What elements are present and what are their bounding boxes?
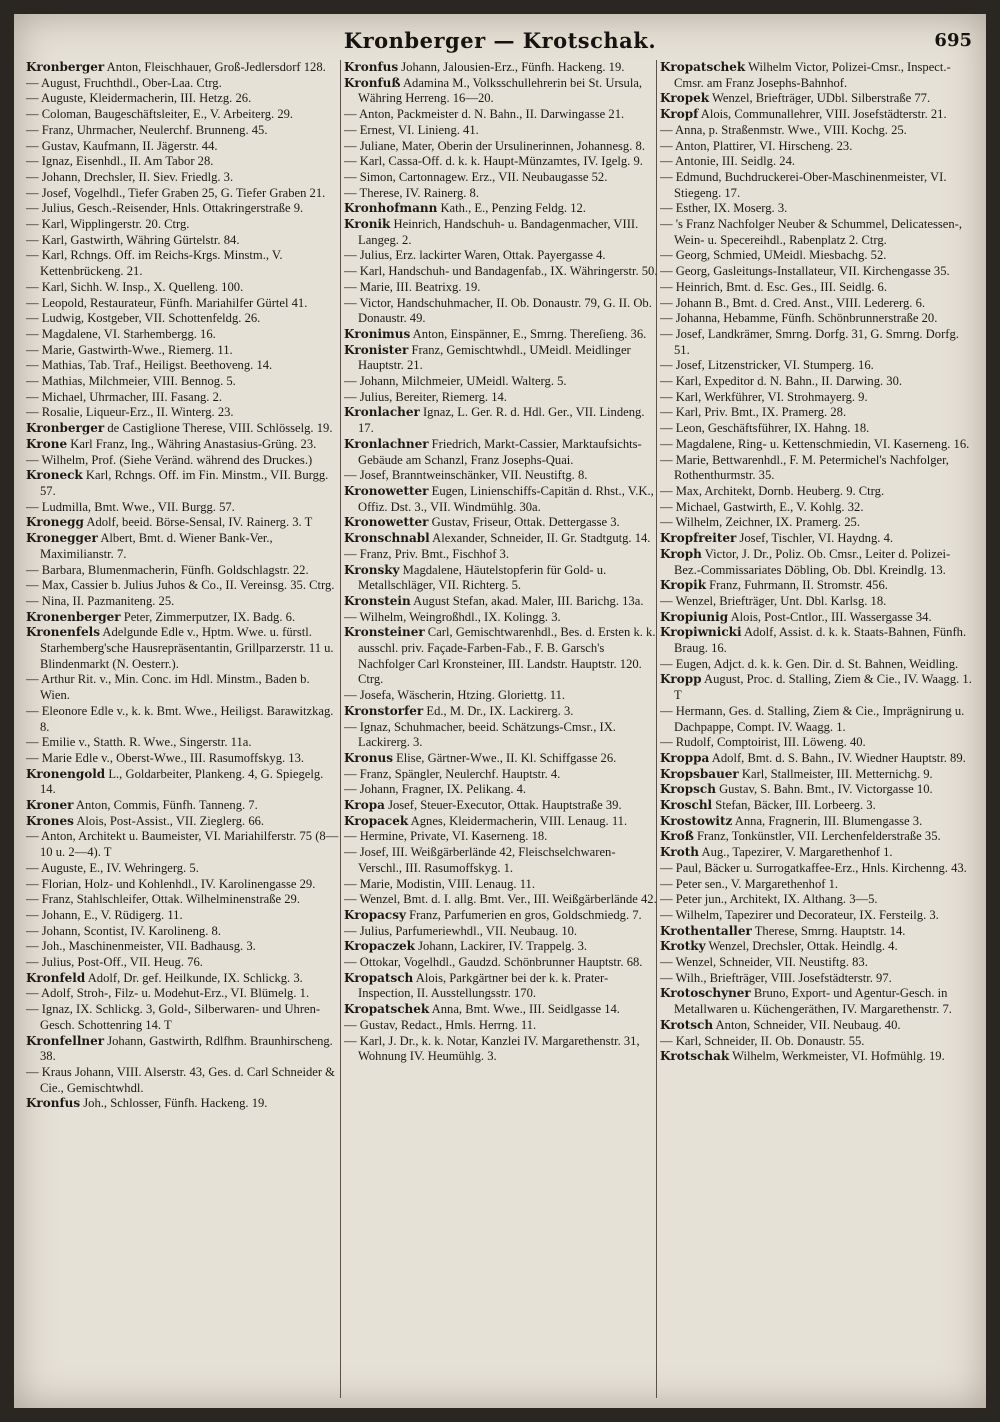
directory-entry: Kropatsch Alois, Parkgärtner bei der k. k. Prater-Inspection, II. Ausstellungsstr. 170. (344, 970, 609, 1001)
directory-entry: — Mathias, Milchmeier, VIII. Bennog. 5. (26, 374, 236, 389)
directory-entry: Kroneck Karl, Rchngs. Off. im Fin. Minstm., VII. Burgg. 57. (26, 468, 329, 498)
entry-surname: Kronschnabl (344, 531, 430, 546)
directory-entry: — Josef, Vogelhdl., Tiefer Graben 25, G. Tiefer Graben 21. (26, 185, 326, 200)
directory-entry: Kronenberger Peter, Zimmerputzer, IX. Badg. 6. (26, 609, 296, 624)
directory-entry: — Johann, Milchmeier, UMeidl. Walterg. 5. (344, 374, 567, 389)
directory-entry: — Eleonore Edle v., k. k. Bmt. Wwe., Heiligst. Barawitzkag. 8. (26, 703, 334, 734)
directory-entry: — Marie Edle v., Oberst-Wwe., III. Rasumoffskyg. 13. (26, 750, 305, 765)
directory-entry: Kropp August, Proc. d. Stalling, Ziem & Cie., IV. Waagg. 1. T (660, 672, 972, 703)
directory-entry: Kroppa Adolf, Bmt. d. S. Bahn., IV. Wiedner Hauptstr. 89. (660, 750, 966, 765)
entry-surname: Kropacsy (344, 907, 406, 922)
entry-surname: Kronstein (344, 593, 411, 608)
directory-entry: — Julius, Gesch.-Reisender, Hnls. Ottakringerstraße 9. (26, 201, 304, 216)
entry-surname: Kropiwnicki (660, 625, 742, 640)
directory-entry: Kronsteiner Carl, Gemischtwarenhdl., Bes. d. Ersten k. k. ausschl. priv. Façade-Farben-Fab., F. B. Garsch's Nachfolger Carl Kronsteiner, III. Landstr. Hauptstr. 120. Ctrg. (344, 625, 656, 687)
directory-entry: — Karl, Handschuh- und Bandagenfab., IX. Währingerstr. 50. (344, 264, 658, 279)
directory-entry: — Marie, Bettwarenhdl., F. M. Petermichel's Nachfolger, Rothenthurmstr. 35. (660, 452, 949, 483)
entry-surname: Krone (26, 436, 68, 451)
entry-surname: Kroppa (660, 750, 710, 765)
directory-entry: Kroner Anton, Commis, Fünfh. Tanneng. 7. (26, 798, 258, 813)
entry-surname: Kroschl (660, 798, 713, 813)
directory-entry: — Josef, Landkrämer, Smrng. Dorfg. 31, G. Smrng. Dorfg. 51. (660, 326, 959, 357)
directory-entry: — Wilhelm, Tapezirer und Decorateur, IX. Fersteilg. 3. (660, 907, 939, 922)
directory-entry: — Coloman, Baugeschäftsleiter, E., V. Arbeiterg. 29. (26, 107, 294, 122)
directory-entry: — Esther, IX. Moserg. 3. (660, 201, 788, 216)
directory-entry: Kronowetter Eugen, Linienschiffs-Capitän d. Rhst., V.K., Offiz. Dst. 3., VII. Windmühlg. 30a. (344, 483, 654, 514)
directory-entry: — Wilhelm, Prof. (Siehe Veränd. während des Druckes.) (26, 452, 313, 467)
directory-entry: — Simon, Cartonnagew. Erz., VII. Neubaugasse 52. (344, 169, 608, 184)
directory-entry: Kroschl Stefan, Bäcker, III. Lorbeerg. 3. (660, 798, 876, 813)
directory-entry: — Magdalene, Ring- u. Kettenschmiedin, VI. Kaserneng. 16. (660, 436, 970, 451)
directory-entry: — Antonie, III. Seidlg. 24. (660, 154, 796, 169)
entry-surname: Krothentaller (660, 923, 752, 938)
directory-entry: Kronhofmann Kath., E., Penzing Feldg. 12. (344, 201, 586, 216)
entry-surname: Krostowitz (660, 813, 733, 828)
directory-entry: — Julius, Bereiter, Riemerg. 14. (344, 389, 507, 404)
page-number: 695 (934, 30, 972, 51)
entry-surname: Kronik (344, 217, 391, 232)
directory-entry: — Hermann, Ges. d. Stalling, Ziem & Cie., Imprägnirung u. Dachpappe, Compt. IV. Waagg. 1. (660, 703, 965, 734)
directory-entry: Kronfeld Adolf, Dr. gef. Heilkunde, IX. Schlickg. 3. (26, 970, 303, 985)
directory-entry: Kronfus Joh., Schlosser, Fünfh. Hackeng. 19. (26, 1096, 268, 1111)
directory-entry: — Julius, Post-Off., VII. Heug. 76. (26, 955, 203, 970)
directory-entry: — Julius, Parfumeriewhdl., VII. Neubaug. 10. (344, 923, 578, 938)
directory-entry: Kronfellner Johann, Gastwirth, Rdlfhm. Braunhirscheng. 38. (26, 1033, 333, 1064)
directory-entry: — Karl, Priv. Bmt., IX. Pramerg. 28. (660, 405, 847, 420)
directory-entry: — Josef, Litzenstricker, VI. Stumperg. 16. (660, 358, 874, 373)
entry-surname: Kropaczek (344, 939, 415, 954)
directory-entry: — Gustav, Kaufmann, II. Jägerstr. 44. (26, 138, 218, 153)
directory-column-3 (660, 60, 974, 1398)
directory-entry: — Paul, Bäcker u. Surrogatkaffee-Erz., Hnls. Kirchenng. 43. (660, 860, 967, 875)
entry-surname: Kronfuß (344, 75, 401, 90)
directory-entry: — Ignaz, Schuhmacher, beeid. Schätzungs-Cmsr., IX. Lackirerg. 3. (344, 719, 616, 750)
directory-entry: Kropatschek Anna, Bmt. Wwe., III. Seidlgasse 14. (344, 1002, 620, 1017)
running-title: Kronberger — Krotschak. (343, 28, 657, 53)
directory-entry: — Wenzel, Bmt. d. I. allg. Bmt. Ver., III. Weißgärberlände 42. (344, 892, 657, 907)
directory-entry: — Karl, Expeditor d. N. Bahn., II. Darwing. 30. (660, 374, 903, 389)
directory-entry: — Auguste, E., IV. Wehringerg. 5. (26, 860, 199, 875)
directory-entry: Kropatschek Wilhelm Victor, Polizei-Cmsr., Inspect.-Cmsr. am Franz Josephs-Bahnhof. (660, 60, 951, 90)
directory-entry: — Anton, Architekt u. Baumeister, VI. Mariahilferstr. 75 (8—10 u. 2—4). T (26, 829, 339, 860)
directory-entry: — Karl, Gastwirth, Währing Gürtelstr. 84. (26, 232, 240, 247)
directory-entry: — Johann, Scontist, IV. Karolineng. 8. (26, 923, 221, 938)
entry-surname: Kronlacher (344, 405, 420, 420)
directory-entry: Kronik Heinrich, Handschuh- u. Bandagenmacher, VIII. Langeg. 2. (344, 217, 639, 247)
entry-surname: Kronsky (344, 562, 400, 577)
directory-entry: — Auguste, Kleidermacherin, III. Hetzg. 26. (26, 91, 252, 106)
directory-entry: — Johann, Fragner, IX. Pelikang. 4. (344, 782, 527, 797)
entry-surname: Kropsch (660, 782, 716, 797)
entry-surname: Krotky (660, 939, 706, 954)
directory-entry: — Franz, Uhrmacher, Neulerchf. Brunneng. 45. (26, 122, 268, 137)
directory-entry: — Juliane, Mater, Oberin der Ursulinerinnen, Johannesg. 8. (344, 138, 645, 153)
entry-surname: Kroph (660, 546, 702, 561)
column-divider (340, 60, 341, 1398)
directory-entry: — Julius, Erz. lackirter Waren, Ottak. Payergasse 4. (344, 248, 606, 263)
entry-surname: Kropek (660, 91, 710, 106)
directory-entry: Kronengold L., Goldarbeiter, Plankeng. 4, G. Spiegelg. 14. (26, 766, 324, 797)
directory-entry: — Michael, Gastwirth, E., V. Kohlg. 32. (660, 499, 864, 514)
entry-surname: Kropatschek (660, 60, 746, 74)
directory-entry: — Florian, Holz- und Kohlenhdl., IV. Karolinengasse 29. (26, 876, 316, 891)
entry-surname: Kronsteiner (344, 625, 425, 640)
directory-entry: — Michael, Uhrmacher, III. Fasang. 2. (26, 389, 223, 404)
directory-entry: Kronfus Johann, Jalousien-Erz., Fünfh. Hackeng. 19. (344, 60, 625, 74)
directory-entry: Kronowetter Gustav, Friseur, Ottak. Dettergasse 3. (344, 515, 620, 530)
entry-surname: Kronimus (344, 326, 411, 341)
entry-surname: Kronus (344, 750, 393, 765)
directory-entry: Kronsky Magdalene, Häutelstopferin für Gold- u. Metallschläger, VII. Richterg. 5. (344, 562, 607, 593)
entry-surname: Kronberger (26, 60, 105, 74)
directory-entry: — Ignaz, IX. Schlickg. 3, Gold-, Silberwaren- und Uhren-Gesch. Schottenring 14. T (26, 1002, 321, 1032)
directory-entry: Kronegg Adolf, beeid. Börse-Sensal, IV. Rainerg. 3. T (26, 515, 313, 530)
directory-entry: Kronstein August Stefan, akad. Maler, III. Barichg. 13a. (344, 593, 644, 608)
directory-entry: Krones Alois, Post-Assist., VII. Zieglerg. 66. (26, 813, 265, 828)
entry-surname: Kroner (26, 798, 74, 813)
directory-entry: — Therese, IV. Rainerg. 8. (344, 185, 480, 200)
directory-entry: Kronimus Anton, Einspänner, E., Smrng. Thereſieng. 36. (344, 326, 647, 341)
entry-surname: Kropf (660, 107, 699, 122)
directory-entry: — Georg, Gasleitungs-Installateur, VII. Kirchengasse 35. (660, 264, 950, 279)
directory-entry: Kropf Alois, Communallehrer, VIII. Josefstädterstr. 21. (660, 107, 947, 122)
directory-entry: — Eugen, Adjct. d. k. k. Gen. Dir. d. St. Bahnen, Weidling. (660, 656, 959, 671)
entry-surname: Kronegg (26, 515, 84, 530)
directory-entry: Krone Karl Franz, Ing., Währing Anastasius-Grüng. 23. (26, 436, 317, 451)
directory-entry: — Anton, Packmeister d. N. Bahn., II. Darwingasse 21. (344, 107, 625, 122)
directory-entry: Kronstorfer Ed., M. Dr., IX. Lackirerg. 3. (344, 703, 574, 718)
entry-surname: Kropsbauer (660, 766, 739, 781)
directory-entry: — Josef, Branntweinschänker, VII. Neustiftg. 8. (344, 468, 588, 483)
directory-entry: — Wilhelm, Zeichner, IX. Pramerg. 25. (660, 515, 860, 530)
entry-surname: Kronenfels (26, 625, 100, 640)
directory-entry: — Wenzel, Schneider, VII. Neustiftg. 83. (660, 955, 868, 970)
directory-entry: — Karl, Cassa-Off. d. k. k. Haupt-Münzamtes, IV. Igelg. 9. (344, 154, 643, 169)
directory-page (14, 14, 986, 1408)
directory-entry: — Josefa, Wäscherin, Htzing. Gloriettg. 11. (344, 688, 566, 703)
directory-entry: Kropek Wenzel, Briefträger, UDbl. Silberstraße 77. (660, 91, 931, 106)
directory-entry: Kroth Aug., Tapezirer, V. Margarethenhof 1. (660, 845, 893, 860)
directory-entry: Krotky Wenzel, Drechsler, Ottak. Heindlg. 4. (660, 939, 898, 954)
directory-entry: — Nina, II. Pazmaniteng. 25. (26, 593, 175, 608)
directory-entry: Kroß Franz, Tonkünstler, VII. Lerchenfelderstraße 35. (660, 829, 941, 844)
directory-entry: — Karl, Sichh. W. Insp., X. Quelleng. 100. (26, 279, 244, 294)
directory-entry: Kronister Franz, Gemischtwhdl., UMeidl. Meidlinger Hauptstr. 21. (344, 342, 631, 373)
directory-entry: — Hermine, Private, VI. Kaserneng. 18. (344, 829, 548, 844)
entry-surname: Kroß (660, 829, 694, 844)
directory-entry: Krothentaller Therese, Smrng. Hauptstr. 14. (660, 923, 906, 938)
directory-entry: Kronegger Albert, Bmt. d. Wiener Bank-Ver., Maximilianstr. 7. (26, 531, 273, 561)
directory-entry: — Wilhelm, Weingroßhdl., IX. Kolingg. 3. (344, 609, 561, 624)
directory-entry: — Edmund, Buchdruckerei-Ober-Maschinenmeister, VI. Stiegeng. 17. (660, 169, 947, 200)
directory-entry: Kronlacher Ignaz, L. Ger. R. d. Hdl. Ger., VII. Lindeng. 17. (344, 405, 645, 436)
directory-entry: — Rudolf, Comptoirist, III. Löweng. 40. (660, 735, 866, 750)
entry-surname: Kropa (344, 798, 385, 813)
directory-entry: — Josef, III. Weißgärberlände 42, Fleischselchwaren-Verschl., III. Rasumoffskyg. 1. (344, 845, 616, 875)
directory-entry: — Emilie v., Statth. R. Wwe., Singerstr. 11a. (26, 735, 252, 750)
entry-surname: Kronhofmann (344, 201, 438, 216)
directory-entry: Krotsch Anton, Schneider, VII. Neubaug. 40. (660, 1017, 901, 1032)
directory-entry: — Adolf, Stroh-, Filz- u. Modehut-Erz., VI. Blümelg. 1. (26, 986, 310, 1001)
directory-entry: Krostowitz Anna, Fragnerin, III. Blumengasse 3. (660, 813, 923, 828)
directory-entry: — Kraus Johann, VIII. Alserstr. 43, Ges. d. Carl Schneider & Cie., Gemischtwhdl. (26, 1065, 335, 1095)
directory-entry: — Franz, Priv. Bmt., Fischhof 3. (344, 546, 509, 561)
directory-entry: — Georg, Schmied, UMeidl. Miesbachg. 52. (660, 248, 887, 263)
directory-entry: — Peter sen., V. Margarethenhof 1. (660, 876, 839, 891)
directory-entry: — Heinrich, Bmt. d. Esc. Ges., III. Seidlg. 6. (660, 279, 888, 294)
entry-surname: Kropacek (344, 813, 409, 828)
entry-surname: Kronengold (26, 766, 106, 781)
directory-entry: — Peter jun., Architekt, IX. Althang. 3—5. (660, 892, 878, 907)
directory-entry: — Magdalene, VI. Starhembergg. 16. (26, 326, 216, 341)
entry-surname: Kronfus (344, 60, 399, 74)
entry-surname: Kronenberger (26, 609, 121, 624)
directory-entry: — Karl, J. Dr., k. k. Notar, Kanzlei IV. Margarethenstr. 31, Wohnung IV. Heumühlg. 3. (344, 1033, 640, 1064)
entry-surname: Kropp (660, 672, 702, 687)
directory-entry: — Mathias, Tab. Traf., Heiligst. Beethoveng. 14. (26, 358, 273, 373)
page-header (14, 24, 986, 64)
directory-entry: — Franz, Stahlschleifer, Ottak. Wilhelminenstraße 29. (26, 892, 300, 907)
directory-entry: Kropfreiter Josef, Tischler, VI. Haydng. 4. (660, 531, 894, 546)
entry-surname: Krotsch (660, 1017, 714, 1032)
directory-entry: Kropiunig Alois, Post-Cntlor., III. Wassergasse 34. (660, 609, 932, 624)
directory-entry: — Leopold, Restaurateur, Fünfh. Mariahilfer Gürtel 41. (26, 295, 308, 310)
directory-entry: Kronlachner Friedrich, Markt-Cassier, Marktaufsichts-Gebäude am Schanzl, Franz Josephs-Quai. (344, 436, 642, 467)
directory-entry: — Johann, E., V. Rüdigerg. 11. (26, 907, 183, 922)
directory-entry: — Franz, Spängler, Neulerchf. Hauptstr. 4. (344, 766, 561, 781)
directory-entry: — Rosalie, Liqueur-Erz., II. Winterg. 23. (26, 405, 234, 420)
directory-entry: — Victor, Handschuhmacher, II. Ob. Donaustr. 79, G. II. Ob. Donaustr. 49. (344, 295, 652, 326)
directory-entry: Kronberger Anton, Fleischhauer, Groß-Jedlersdorf 128. (26, 60, 326, 74)
directory-entry: Kropsbauer Karl, Stallmeister, III. Metternichg. 9. (660, 766, 933, 781)
entry-surname: Kronfellner (26, 1033, 105, 1048)
directory-entry: Kropsch Gustav, S. Bahn. Bmt., IV. Victorgasse 10. (660, 782, 933, 797)
directory-entry: Kropa Josef, Steuer-Executor, Ottak. Hauptstraße 39. (344, 798, 622, 813)
directory-entry: — Marie, Gastwirth-Wwe., Riemerg. 11. (26, 342, 233, 357)
directory-entry: Kronschnabl Alexander, Schneider, II. Gr. Stadtgutg. 14. (344, 531, 651, 546)
entry-surname: Krotoschyner (660, 986, 751, 1001)
directory-entry: Kronberger de Castiglione Therese, VIII. Schlösselg. 19. (26, 421, 333, 436)
entry-surname: Kronfus (26, 1096, 81, 1111)
directory-entry: — Leon, Geschäftsführer, IX. Hahng. 18. (660, 421, 870, 436)
directory-entry: Kronus Elise, Gärtner-Wwe., II. Kl. Schiffgasse 26. (344, 750, 617, 765)
entry-surname: Kronstorfer (344, 703, 424, 718)
directory-entry: Kropacek Agnes, Kleidermacherin, VIII. Lenaug. 11. (344, 813, 628, 828)
directory-entry: — Ludmilla, Bmt. Wwe., VII. Burgg. 57. (26, 499, 235, 514)
entry-surname: Kronberger (26, 421, 105, 436)
directory-entry: — Johann, Drechsler, II. Siev. Friedlg. 3. (26, 169, 234, 184)
entry-surname: Kronlachner (344, 436, 429, 451)
directory-entry: — Wilh., Briefträger, VIII. Josefstädterstr. 97. (660, 970, 892, 985)
directory-entry: Krotschak Wilhelm, Werkmeister, VI. Hofmühlg. 19. (660, 1049, 945, 1064)
directory-entry: — Anton, Plattirer, VI. Hirscheng. 23. (660, 138, 853, 153)
directory-entry: — Karl, Schneider, II. Ob. Donaustr. 55. (660, 1033, 865, 1048)
directory-entry: — Karl, Rchngs. Off. im Reichs-Krgs. Minstm., V. Kettenbrückeng. 21. (26, 248, 283, 279)
directory-entry: Kropacsy Franz, Parfumerien en gros, Goldschmiedg. 7. (344, 907, 642, 922)
directory-entry: — Barbara, Blumenmacherin, Fünfh. Goldschlagstr. 22. (26, 562, 309, 577)
entry-surname: Kronowetter (344, 515, 429, 530)
directory-entry: Krotoschyner Bruno, Export- und Agentur-Gesch. in Metallwaren u. Küchengeräthen, IV. Margarethenstr. 7. (660, 986, 952, 1017)
directory-entry: — Ignaz, Eisenhdl., II. Am Tabor 28. (26, 154, 214, 169)
directory-entry: — Anna, p. Straßenmstr. Wwe., VIII. Kochg. 25. (660, 122, 907, 137)
directory-entry: — Marie, III. Beatrixg. 19. (344, 279, 481, 294)
directory-entry: — Marie, Modistin, VIII. Lenaug. 11. (344, 876, 535, 891)
entry-surname: Krones (26, 813, 74, 828)
directory-column-1 (26, 60, 340, 1398)
directory-entry: — Ludwig, Kostgeber, VII. Schottenfeldg. 26. (26, 311, 261, 326)
directory-entry: — Wenzel, Briefträger, Unt. Dbl. Karlsg. 18. (660, 593, 887, 608)
entry-surname: Kropiunig (660, 609, 729, 624)
entry-surname: Kropatsch (344, 970, 414, 985)
directory-entry: Kronfuß Adamina M., Volksschullehrerin bei St. Ursula, Währing Herreng. 16—20. (344, 75, 643, 106)
directory-column-2 (344, 60, 658, 1398)
entry-surname: Kronister (344, 342, 409, 357)
directory-entry: — Joh., Maschinenmeister, VII. Badhausg. 3. (26, 939, 256, 954)
entry-surname: Kroth (660, 845, 700, 860)
entry-surname: Kronowetter (344, 483, 429, 498)
directory-entry: Kropaczek Johann, Lackirer, IV. Trappelg. 3. (344, 939, 588, 954)
directory-entry: — Karl, Wipplingerstr. 20. Ctrg. (26, 217, 190, 232)
directory-entry: — Max, Architekt, Dornb. Heuberg. 9. Ctrg. (660, 483, 885, 498)
directory-entry: — Karl, Werkführer, VI. Strohmayerg. 9. (660, 389, 868, 404)
directory-entry: Kronenfels Adelgunde Edle v., Hptm. Wwe. u. fürstl. Starhemberg'sche Hausrepräsentantin, Grillparzerstr. 11 u. Blindenmarkt (N. Oesterr.). (26, 625, 334, 671)
directory-entry: — Johann B., Bmt. d. Cred. Anst., VIII. Ledererg. 6. (660, 295, 926, 310)
entry-surname: Kroneck (26, 468, 83, 483)
entry-surname: Kronfeld (26, 970, 86, 985)
directory-entry: — Johanna, Hebamme, Fünfh. Schönbrunnerstraße 20. (660, 311, 938, 326)
entry-surname: Kropik (660, 578, 707, 593)
directory-entry: — Max, Cassier b. Julius Juhos & Co., II. Vereinsg. 35. Ctrg. (26, 578, 335, 593)
entry-surname: Kropatschek (344, 1002, 430, 1017)
directory-entry: — 's Franz Nachfolger Neuber & Schummel, Delicatessen-, Wein- u. Specereihdl., Rabenplatz 2. Ctrg. (660, 217, 962, 247)
entry-surname: Kropfreiter (660, 531, 737, 546)
entry-surname: Kronegger (26, 531, 98, 546)
entry-surname: Krotschak (660, 1049, 730, 1064)
directory-entry: Kropiwnicki Adolf, Assist. d. k. k. Staats-Bahnen, Fünfh. Braug. 16. (660, 625, 967, 656)
directory-entry: — August, Fruchthdl., Ober-Laa. Ctrg. (26, 75, 222, 90)
directory-entry: Kroph Victor, J. Dr., Poliz. Ob. Cmsr., Leiter d. Polizei-Bez.-Commissariates Döbling, Ob. Dbl. Kreindlg. 13. (660, 546, 951, 577)
directory-entry: — Gustav, Redact., Hmls. Herrng. 11. (344, 1017, 537, 1032)
directory-entry: — Ernest, VI. Linieng. 41. (344, 122, 479, 137)
directory-entry: Kropik Franz, Fuhrmann, II. Stromstr. 456. (660, 578, 888, 593)
directory-entry: — Arthur Rit. v., Min. Conc. im Hdl. Minstm., Baden b. Wien. (26, 672, 310, 703)
directory-entry: — Ottokar, Vogelhdl., Gaudzd. Schönbrunner Hauptstr. 68. (344, 955, 643, 970)
